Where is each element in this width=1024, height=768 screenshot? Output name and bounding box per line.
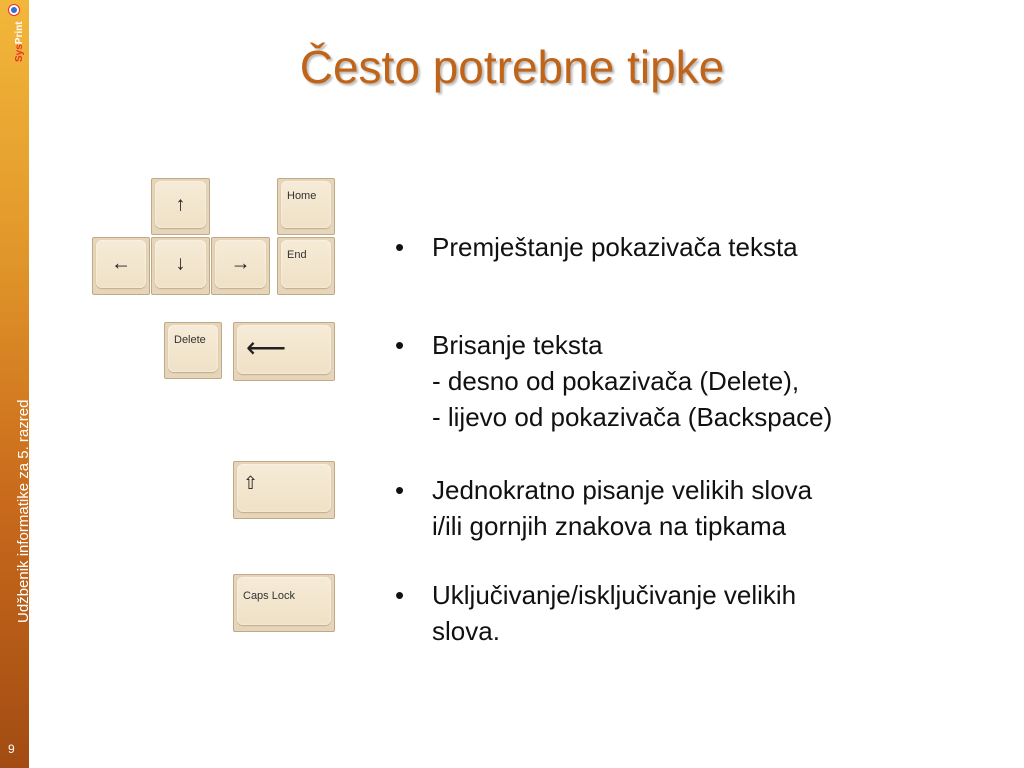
bullet-line: Premještanje pokazivača teksta: [432, 232, 798, 262]
key-backspace: [233, 322, 335, 381]
backspace-arrow-icon: ⟵: [246, 331, 287, 363]
key-caps-lock-label: Caps Lock: [243, 590, 295, 602]
bullet-line: Brisanje teksta: [432, 330, 603, 360]
shift-arrow-icon: ⇧: [243, 473, 259, 493]
bullet-line: slova.: [432, 616, 500, 646]
key-home: [277, 178, 335, 235]
bullet-line: - desno od pokazivača (Delete),: [432, 366, 800, 396]
logo-mark-icon: [8, 4, 20, 16]
key-arrow-up: [151, 178, 210, 235]
key-shift: [233, 461, 335, 519]
arrow-left-icon: ←: [111, 252, 131, 275]
logo-text-print: Print: [14, 21, 25, 45]
bullet-line: i/ili gornjih znakova na tipkama: [432, 511, 787, 541]
bullet-marker: •: [395, 232, 405, 262]
logo-text-sys: Sys: [14, 44, 25, 62]
key-arrow-left: [92, 237, 150, 295]
arrow-right-icon: →: [230, 252, 251, 275]
bullet-line: Jednokratno pisanje velikih slova: [432, 475, 813, 505]
key-arrow-right: [211, 237, 270, 295]
arrow-up-icon: ↑: [175, 193, 186, 216]
bullet-line: Uključivanje/isključivanje velikih: [432, 580, 797, 610]
key-home-label: Home: [287, 190, 317, 202]
sidebar-book-title: Udžbenik informatike za 5. razred: [15, 399, 32, 623]
bullet-line: - lijevo od pokazivača (Backspace): [432, 402, 833, 432]
arrow-down-icon: ↓: [175, 252, 186, 275]
key-end-label: End: [287, 249, 307, 261]
bullet-marker: •: [395, 580, 405, 610]
sidebar: [0, 0, 32, 768]
bullet-marker: •: [395, 330, 405, 360]
key-end: [277, 237, 335, 295]
bullet-marker: •: [395, 475, 405, 505]
slide-title: [0, 40, 1024, 94]
key-delete: [164, 322, 222, 379]
page-number: 9: [8, 742, 15, 756]
key-caps-lock: [233, 574, 335, 632]
key-delete-label: Delete: [174, 334, 206, 346]
slide-title-text: Često potrebne tipke: [299, 41, 725, 93]
key-arrow-down: [151, 237, 210, 295]
